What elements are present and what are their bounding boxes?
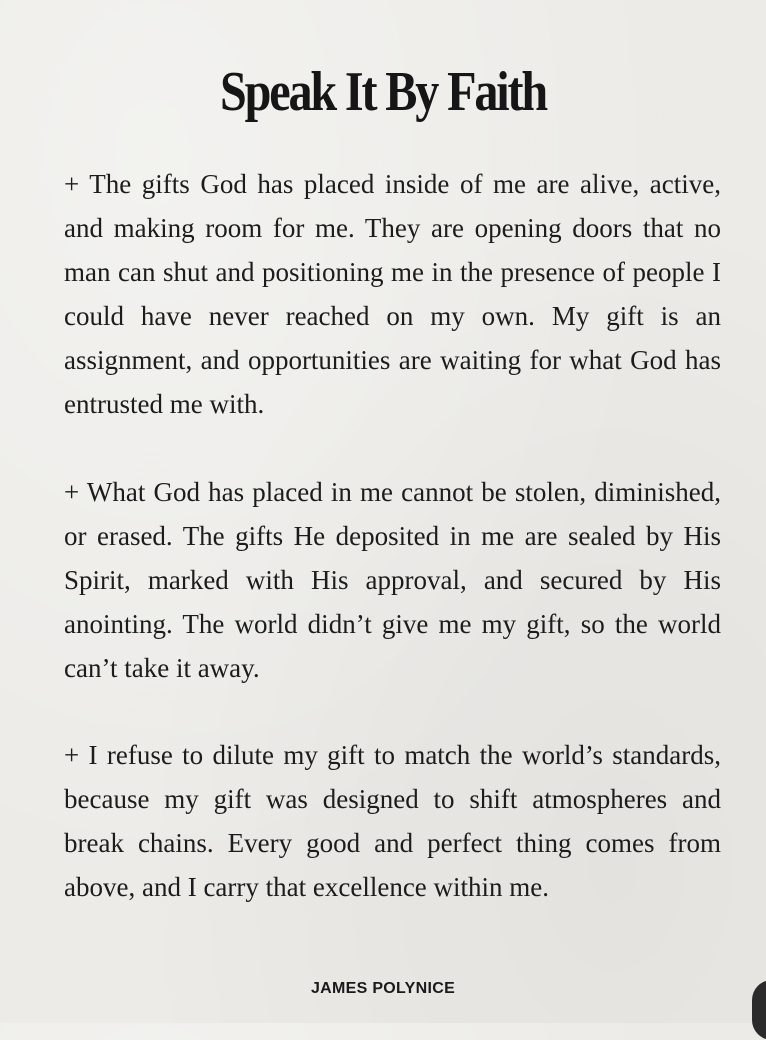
paragraph-2: + What God has placed in me cannot be stolen, diminished, or erased. The gifts He deposited in me are sealed by His Spirit, marked with His approval, and secured by His anointing. The world didn’t give me my gift, so the world can’t take it away. bbox=[64, 477, 721, 683]
page-title: Speak It By Faith bbox=[219, 61, 547, 123]
paragraph-3: + I refuse to dilute my gift to match the world’s standards, because my gift was designed to shift atmospheres and break chains. Every good and perfect thing comes from above, and I carry that excellence within me. bbox=[64, 740, 721, 902]
author-name: JAMES POLYNICE bbox=[310, 980, 456, 997]
paragraph-1: + The gifts God has placed inside of me are alive, active, and making room for me. They are opening doors that no man can shut and positioning me in the presence of people I could have never reached on my own. My gift is an assignment, and opportunities are waiting for what God has entrusted me with. bbox=[64, 169, 721, 419]
corner-overlay-button[interactable] bbox=[752, 980, 766, 1040]
